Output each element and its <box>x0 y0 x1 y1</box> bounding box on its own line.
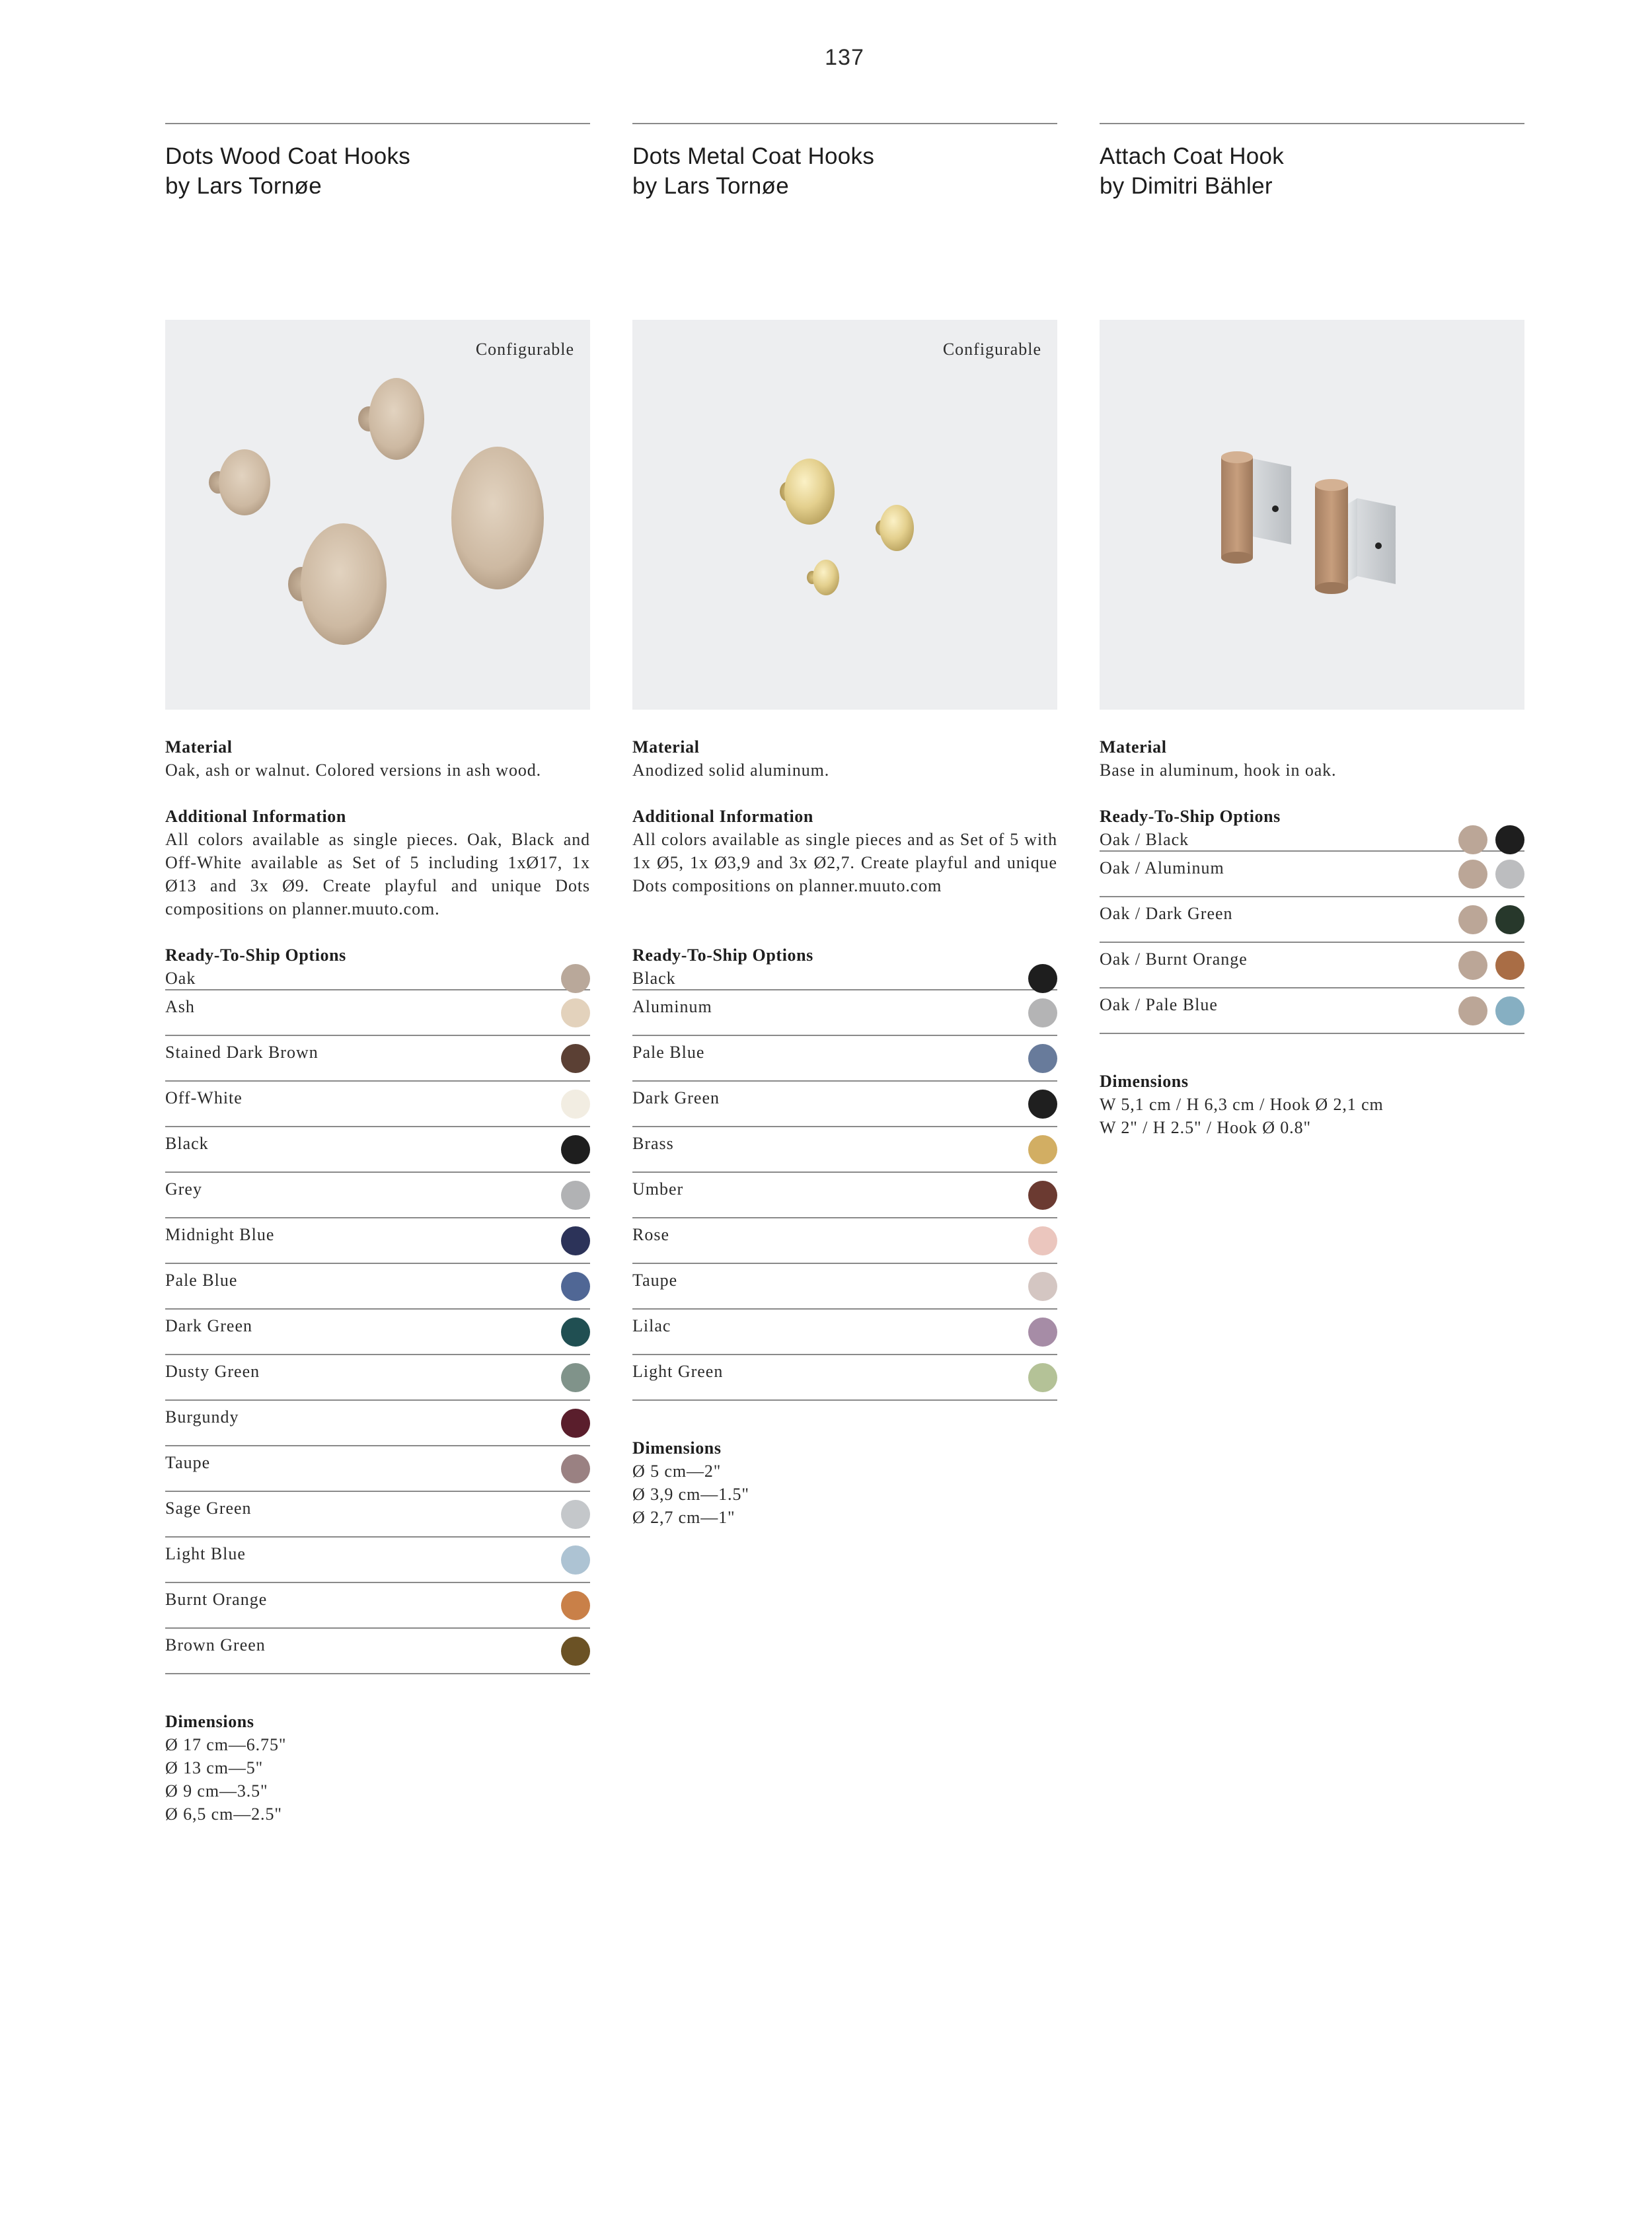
option-name: Brown Green <box>165 1635 266 1654</box>
dimensions-label: Dimensions <box>165 1712 254 1731</box>
configurable-badge: Configurable <box>475 340 574 359</box>
option-name: Oak / Burnt Orange <box>1100 949 1248 969</box>
material-section <box>1100 735 1524 782</box>
dots-metal-hooks-illustration <box>632 320 1057 710</box>
option-name: Oak <box>165 969 196 988</box>
option-name: Taupe <box>632 1271 678 1290</box>
product-title <box>632 141 1057 320</box>
color-swatch <box>1028 1044 1057 1073</box>
color-option-row <box>1100 943 1524 988</box>
color-option-list <box>165 967 590 1674</box>
material-text: Anodized solid aluminum. <box>632 761 830 780</box>
divider <box>632 123 1057 124</box>
attach-hooks-illustration <box>1100 320 1524 710</box>
color-swatch <box>561 1454 590 1483</box>
option-name: Taupe <box>165 1453 211 1472</box>
material-label: Material <box>165 737 233 757</box>
color-option-row <box>165 967 590 990</box>
color-swatch <box>1028 964 1057 993</box>
color-swatch <box>561 1226 590 1255</box>
product-name: Dots Metal Coat Hooks <box>632 143 875 169</box>
color-swatch <box>1458 996 1487 1025</box>
color-swatch <box>1028 1226 1057 1255</box>
dimension-line: W 2" / H 2.5" / Hook Ø 0.8" <box>1100 1118 1311 1137</box>
color-swatch <box>561 1135 590 1164</box>
ready-to-ship-label: Ready-To-Ship Options <box>632 946 813 965</box>
dimensions-section <box>1100 1070 1524 1139</box>
product-title <box>1100 141 1524 320</box>
color-swatch <box>1028 1135 1057 1164</box>
additional-info-text: All colors available as single pieces and as Set of 5 with 1x Ø5, 1x Ø3,9 and 3x Ø2,7. Create playful and unique Dots compositions on planner.muuto.com <box>632 830 1057 895</box>
option-name: Umber <box>632 1179 684 1199</box>
material-text: Base in aluminum, hook in oak. <box>1100 761 1337 780</box>
color-option-row <box>1100 828 1524 852</box>
option-name: Light Green <box>632 1362 724 1381</box>
additional-info-section <box>632 805 1057 897</box>
option-name: Grey <box>165 1179 202 1199</box>
ready-to-ship-section <box>632 944 1057 1401</box>
color-option-row <box>165 1082 590 1127</box>
color-option-row <box>165 1401 590 1446</box>
color-option-row <box>1100 897 1524 943</box>
option-name: Sage Green <box>165 1499 252 1518</box>
product-column-attach <box>1100 123 1524 1139</box>
dimension-line: Ø 5 cm—2" <box>632 1462 722 1481</box>
color-swatch <box>1028 998 1057 1027</box>
color-option-row <box>632 1127 1057 1173</box>
color-swatch <box>1495 996 1524 1025</box>
material-label: Material <box>632 737 700 757</box>
color-swatch <box>1495 860 1524 889</box>
material-label: Material <box>1100 737 1167 757</box>
color-swatch <box>1495 905 1524 934</box>
dimension-line: Ø 17 cm—6.75" <box>165 1735 287 1754</box>
product-column-dots-wood <box>165 123 590 1826</box>
color-option-row <box>1100 988 1524 1034</box>
color-swatch <box>1028 1181 1057 1210</box>
color-option-row <box>165 1583 590 1629</box>
color-swatch <box>1495 951 1524 980</box>
option-name: Pale Blue <box>165 1271 238 1290</box>
configurable-badge: Configurable <box>942 340 1041 359</box>
divider <box>165 123 590 124</box>
color-option-row <box>632 990 1057 1036</box>
option-name: Black <box>632 969 676 988</box>
option-name: Dark Green <box>632 1088 720 1107</box>
color-option-row <box>165 1629 590 1674</box>
option-name: Oak / Pale Blue <box>1100 995 1218 1014</box>
color-swatch <box>561 1591 590 1620</box>
additional-info-label: Additional Information <box>165 807 346 826</box>
product-name: Attach Coat Hook <box>1100 143 1285 169</box>
product-name: Dots Wood Coat Hooks <box>165 143 411 169</box>
color-option-row <box>165 1538 590 1583</box>
option-name: Burgundy <box>165 1407 239 1427</box>
color-option-row <box>1100 852 1524 897</box>
option-name: Stained Dark Brown <box>165 1043 319 1062</box>
color-swatch <box>561 1090 590 1119</box>
dimensions-label: Dimensions <box>1100 1072 1189 1091</box>
color-swatch <box>561 1409 590 1438</box>
dimensions-section <box>632 1436 1057 1529</box>
color-option-row <box>632 1036 1057 1082</box>
color-option-row <box>165 1173 590 1218</box>
color-option-row <box>165 1127 590 1173</box>
ready-to-ship-label: Ready-To-Ship Options <box>1100 807 1281 826</box>
product-designer: by Lars Tornøe <box>632 173 789 199</box>
color-option-row <box>165 1218 590 1264</box>
color-option-row <box>165 1492 590 1538</box>
product-designer: by Dimitri Bähler <box>1100 173 1273 199</box>
color-swatch <box>561 998 590 1027</box>
color-swatch <box>1028 1318 1057 1347</box>
color-option-row <box>632 1264 1057 1310</box>
dimensions-label: Dimensions <box>632 1438 722 1458</box>
dimension-line: Ø 9 cm—3.5" <box>165 1781 268 1801</box>
option-name: Oak / Aluminum <box>1100 858 1224 877</box>
option-name: Rose <box>632 1225 669 1244</box>
product-column-dots-metal <box>632 123 1057 1529</box>
divider <box>1100 123 1524 124</box>
color-option-list <box>632 967 1057 1401</box>
dimension-line: Ø 6,5 cm—2.5" <box>165 1804 282 1824</box>
material-section <box>165 735 590 782</box>
color-option-row <box>632 1310 1057 1355</box>
color-swatch <box>1458 951 1487 980</box>
ready-to-ship-section <box>1100 805 1524 1034</box>
option-name: Pale Blue <box>632 1043 705 1062</box>
option-name: Midnight Blue <box>165 1225 275 1244</box>
option-name: Burnt Orange <box>165 1590 268 1609</box>
option-name: Off-White <box>165 1088 243 1107</box>
material-section <box>632 735 1057 782</box>
dimension-line: Ø 2,7 cm—1" <box>632 1508 735 1527</box>
color-swatch <box>561 964 590 993</box>
color-option-row <box>165 1446 590 1492</box>
color-option-list <box>1100 828 1524 1034</box>
color-option-row <box>165 1036 590 1082</box>
color-swatch <box>561 1181 590 1210</box>
color-swatch <box>1458 860 1487 889</box>
color-option-row <box>632 1218 1057 1264</box>
option-name: Ash <box>165 997 195 1016</box>
color-option-row <box>165 1310 590 1355</box>
color-swatch <box>1458 905 1487 934</box>
color-swatch <box>1458 825 1487 854</box>
option-name: Black <box>165 1134 209 1153</box>
additional-info-label: Additional Information <box>632 807 813 826</box>
color-option-row <box>165 990 590 1036</box>
option-name: Dark Green <box>165 1316 252 1335</box>
option-name: Lilac <box>632 1316 671 1335</box>
dimensions-section <box>165 1710 590 1826</box>
option-name: Light Blue <box>165 1544 246 1563</box>
option-name: Oak / Black <box>1100 830 1189 849</box>
color-option-row <box>632 1082 1057 1127</box>
option-name: Dusty Green <box>165 1362 260 1381</box>
dots-wood-hooks-illustration <box>165 320 590 710</box>
color-option-row <box>165 1355 590 1401</box>
color-swatch <box>561 1500 590 1529</box>
color-swatch <box>1028 1272 1057 1301</box>
color-option-row <box>165 1264 590 1310</box>
additional-info-text: All colors available as single pieces. Oak, Black and Off-White available as Set of 5 including 1xØ17, 1x Ø13 and 3x Ø9. Create playful and unique Dots compositions on planner.muuto.com. <box>165 830 590 918</box>
color-option-row <box>632 1173 1057 1218</box>
option-name: Oak / Dark Green <box>1100 904 1233 923</box>
color-swatch <box>1495 825 1524 854</box>
color-swatch <box>1028 1090 1057 1119</box>
color-swatch <box>561 1545 590 1575</box>
page-number: 137 <box>825 45 864 70</box>
product-photo <box>165 320 590 710</box>
ready-to-ship-label: Ready-To-Ship Options <box>165 946 346 965</box>
ready-to-ship-section <box>165 944 590 1674</box>
dimension-line: W 5,1 cm / H 6,3 cm / Hook Ø 2,1 cm <box>1100 1095 1384 1114</box>
product-photo <box>1100 320 1524 710</box>
color-swatch <box>1028 1363 1057 1392</box>
product-designer: by Lars Tornøe <box>165 173 322 199</box>
color-swatch <box>561 1272 590 1301</box>
additional-info-section <box>165 805 590 920</box>
color-swatch <box>561 1363 590 1392</box>
product-photo <box>632 320 1057 710</box>
option-name: Aluminum <box>632 997 712 1016</box>
option-name: Brass <box>632 1134 674 1153</box>
color-option-row <box>632 967 1057 990</box>
color-swatch <box>561 1044 590 1073</box>
color-option-row <box>632 1355 1057 1401</box>
color-swatch <box>561 1318 590 1347</box>
material-text: Oak, ash or walnut. Colored versions in ash wood. <box>165 761 542 780</box>
color-swatch <box>561 1637 590 1666</box>
dimension-line: Ø 13 cm—5" <box>165 1758 264 1777</box>
dimension-line: Ø 3,9 cm—1.5" <box>632 1485 749 1504</box>
product-title <box>165 141 590 320</box>
